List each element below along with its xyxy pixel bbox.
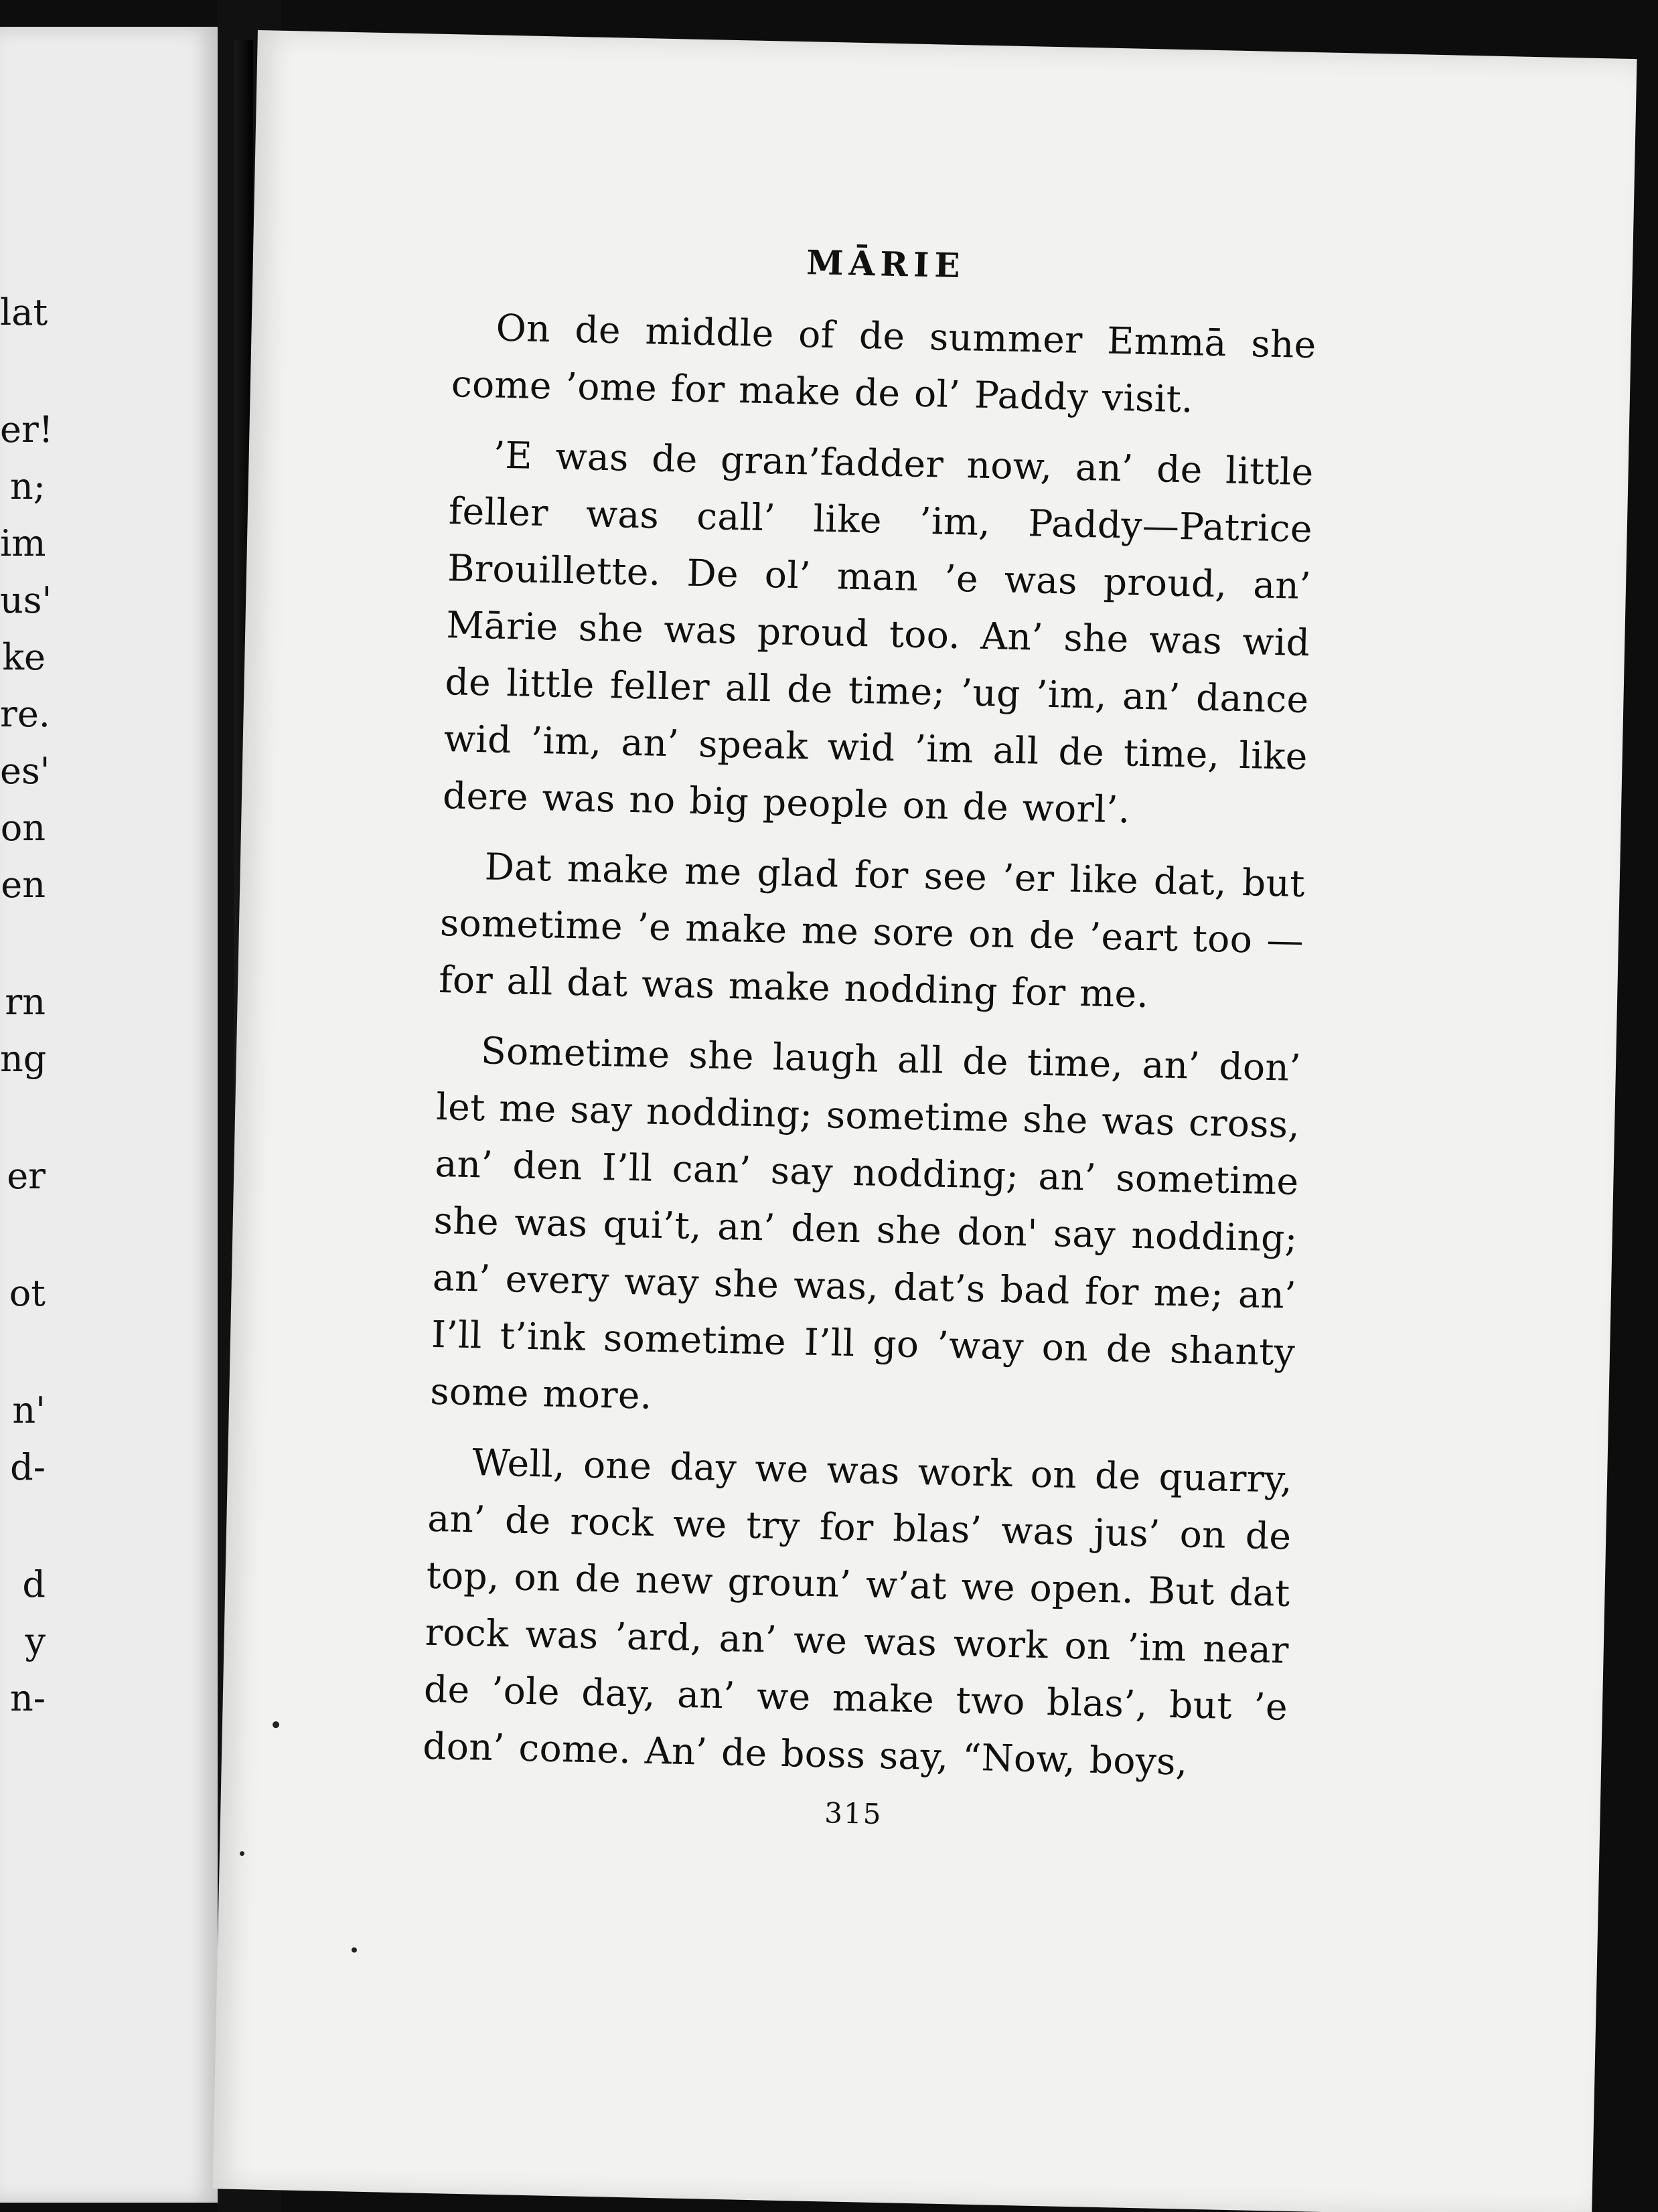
page-text-block — [421, 235, 1318, 1838]
left-page-fragment: er — [7, 1155, 46, 1197]
paragraph: ’E was de gran’fadder now, an’ de little feller was call’ like ’im, Paddy—Patrice Brouillette. De ol’ man ’e was proud, an’ Mārie she was proud too. An’ she was wid de little feller all de time; ’ug ’im, an’ dance wid ’im, an’ speak wid ’im all de time, like dere was no big people on de worl’. — [442, 433, 1314, 832]
left-page-fragment: ke — [2, 636, 46, 678]
left-page-fragment: es' — [0, 750, 50, 792]
left-page-fragment: ng — [0, 1038, 47, 1080]
dust-speck — [352, 1948, 357, 1953]
left-page-fragment: us' — [0, 579, 52, 621]
left-page-fragment: en — [1, 864, 46, 906]
previous-page-edge — [0, 27, 218, 2203]
left-page-fragment: er! — [0, 408, 54, 451]
left-page-fragment: rn — [5, 981, 46, 1023]
paragraph: On de middle of de summer Emmā she come ’ome for make de ol’ Paddy visit. — [451, 306, 1317, 421]
scan-border — [1638, 0, 1658, 2212]
left-page-fragment: n' — [12, 1389, 46, 1431]
left-page-fragment: lat — [0, 291, 48, 333]
left-page-fragment: y — [25, 1620, 46, 1662]
left-page-fragment: im — [0, 522, 46, 564]
left-page-fragment: re. — [0, 693, 50, 735]
paragraph: Dat make me glad for see ’er like dat, but sometime ’e make me sore on de ’eart too — for all dat was make nodding for me. — [438, 845, 1306, 1016]
left-page-fragment: on — [0, 807, 46, 849]
left-page-fragment: d — [22, 1563, 46, 1605]
left-page-fragment: n; — [10, 465, 46, 507]
dust-speck — [273, 1721, 279, 1728]
left-page-fragment: n- — [9, 1677, 46, 1719]
page-number: 315 — [824, 1796, 883, 1831]
dust-speck — [240, 1851, 244, 1856]
paragraph: Sometime she laugh all de time, an’ don’ let me say nodding; sometime she was cross, an’ den I’ll can’ say nodding; an’ sometime she was qui’t, an’ den she don' say nodding; an’ every way she was, dat’s bad for me; an’ I’ll t’ink sometime I’ll go ’way on de shanty some more. — [429, 1029, 1302, 1417]
running-head: MĀRIE — [806, 242, 966, 286]
left-page-fragment: ot — [9, 1272, 46, 1314]
book-page — [212, 30, 1637, 2212]
paragraph: Well, one day we was work on de quarry, an’ de rock we try for blas’ was jus’ on de top, on de new groun’ w’at we open. But dat rock was ’ard, an’ we was work on ’im near de ’ole day, an’ we make two blas’, but ’e don’ come. An’ de boss say, “Now, boys, — [422, 1441, 1293, 1784]
left-page-fragment: d- — [10, 1446, 46, 1488]
